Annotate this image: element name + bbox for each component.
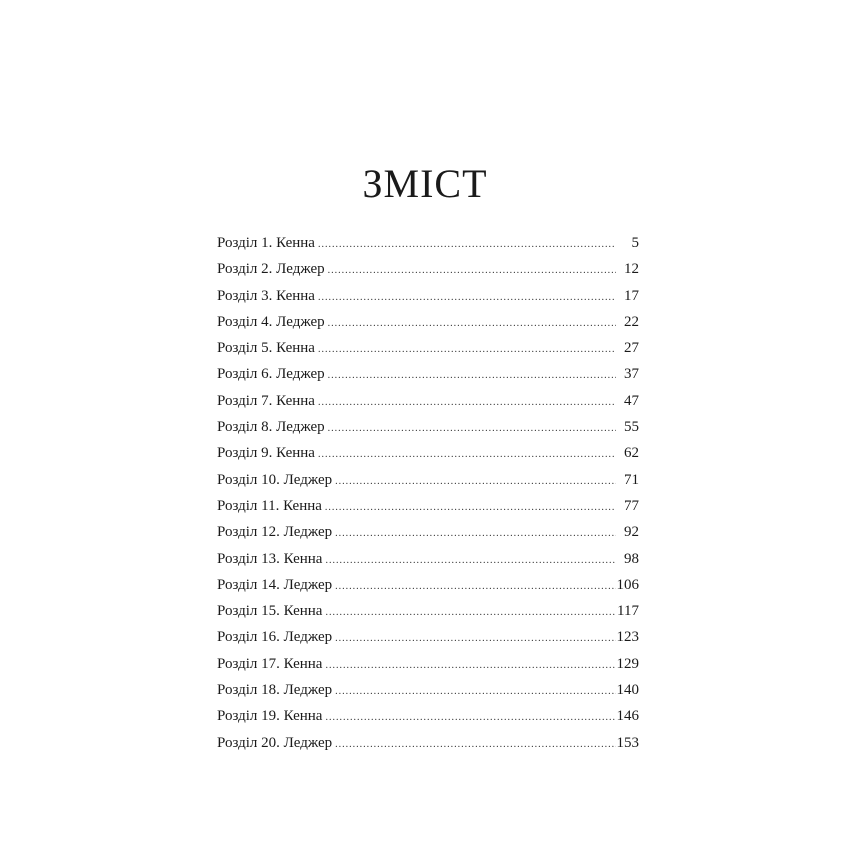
toc-dot-leader [318,341,616,359]
toc-dot-leader [335,578,615,596]
toc-entry [217,681,639,707]
toc-entry-label: Розділ 4. Леджер [217,313,325,330]
toc-entry [217,339,639,365]
toc-entry-page-number: 71 [624,471,639,488]
toc-entry [217,628,639,654]
toc-entry-label: Розділ 7. Кенна [217,392,315,409]
toc-entry-page-number: 123 [616,629,639,646]
toc-dot-leader [335,525,616,543]
toc-entry [217,734,639,760]
toc-entry [217,418,639,444]
toc-entry-page-number: 55 [624,419,639,436]
toc-entry-label: Розділ 10. Леджер [217,471,333,488]
toc-entry [217,313,639,339]
toc-entry [217,234,639,260]
toc-entry [217,655,639,681]
toc-entry-label: Розділ 11. Кенна [217,497,322,514]
toc-dot-leader [318,446,616,464]
toc-dot-leader [328,315,616,333]
toc-entry [217,550,639,576]
toc-dot-leader [318,394,616,412]
toc-entry-label: Розділ 20. Леджер [217,734,333,751]
toc-entry-page-number: 153 [616,734,639,751]
toc-entry [217,365,639,391]
toc-entry-page-number: 12 [624,261,639,278]
toc-entry-page-number: 146 [616,708,639,725]
toc-dot-leader [328,420,616,438]
toc-dot-leader [335,473,616,491]
toc-entry [217,444,639,470]
toc-dot-leader [328,262,616,280]
toc-entry-page-number: 77 [624,497,639,514]
toc-entry [217,707,639,733]
toc-entry-label: Розділ 5. Кенна [217,340,315,357]
toc-entry-label: Розділ 12. Леджер [217,524,333,541]
toc-entry-label: Розділ 9. Кенна [217,445,315,462]
toc-entry [217,497,639,523]
page-title: ЗМІСТ [362,161,488,206]
toc-entry-label: Розділ 2. Леджер [217,261,325,278]
toc-entry-page-number: 47 [624,392,639,409]
toc-entry [217,602,639,628]
toc-entry [217,471,639,497]
toc-entry-page-number: 129 [616,655,639,672]
toc-entry-label: Розділ 18. Леджер [217,682,333,699]
toc-entry-page-number: 22 [624,313,639,330]
toc-dot-leader [325,552,616,570]
toc-entry-label: Розділ 15. Кенна [217,603,323,620]
toc-dot-leader [325,709,615,727]
toc-entry-page-number: 98 [624,550,639,567]
toc-entry-page-number: 27 [624,340,639,357]
toc-dot-leader [318,236,616,254]
toc-dot-leader [325,499,616,517]
toc-entry-label: Розділ 19. Кенна [217,708,323,725]
toc-dot-leader [325,604,616,622]
toc-entry [217,287,639,313]
toc-entry-page-number: 92 [624,524,639,541]
toc-entry [217,260,639,286]
toc-dot-leader [318,289,616,307]
toc-entry-label: Розділ 6. Леджер [217,366,325,383]
toc-entry-page-number: 106 [616,576,639,593]
toc-entry-label: Розділ 8. Леджер [217,419,325,436]
toc-entry-page-number: 62 [624,445,639,462]
toc-entry-page-number: 117 [617,603,639,620]
toc-entry-label: Розділ 17. Кенна [217,655,323,672]
toc-entry-label: Розділ 3. Кенна [217,287,315,304]
toc-dot-leader [325,657,615,675]
toc-entry-label: Розділ 16. Леджер [217,629,333,646]
toc-dot-leader [335,630,615,648]
toc-entry-label: Розділ 13. Кенна [217,550,323,567]
toc-entry-page-number: 17 [624,287,639,304]
toc-entry-page-number: 5 [631,235,639,251]
table-of-contents [217,234,639,760]
toc-entry-label: Розділ 1. Кенна [217,235,315,251]
toc-entry-label: Розділ 14. Леджер [217,576,333,593]
toc-entry [217,576,639,602]
toc-entry-page-number: 140 [616,682,639,699]
toc-entry-page-number: 37 [624,366,639,383]
toc-entry [217,392,639,418]
toc-dot-leader [335,736,615,754]
toc-dot-leader [328,367,616,385]
toc-dot-leader [335,683,615,701]
toc-entry [217,523,639,549]
